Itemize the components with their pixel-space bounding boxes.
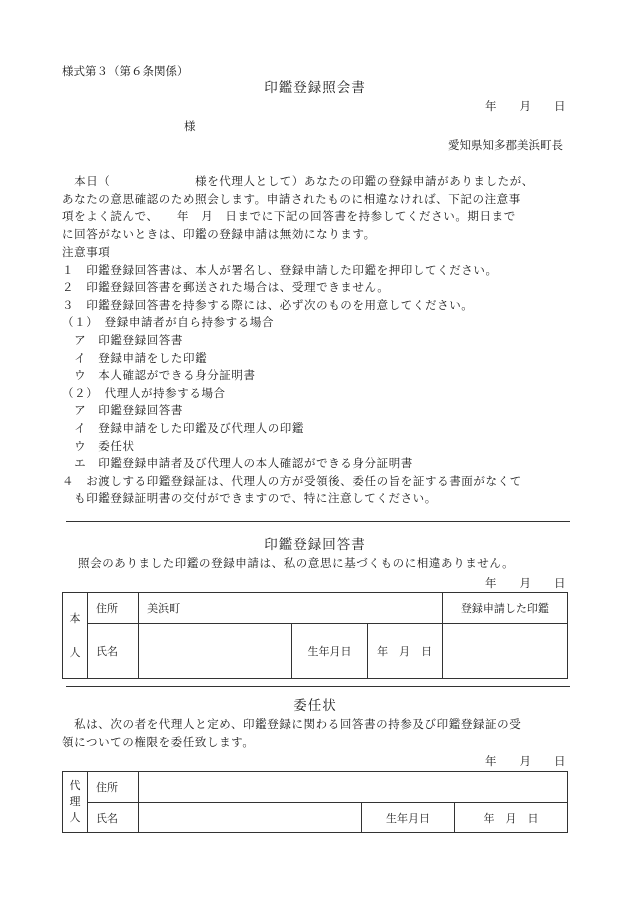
paragraph-line: に回答がないときは、印鑑の登録申請は無効になります。	[62, 226, 376, 241]
address-value[interactable]: 美浜町	[139, 593, 443, 624]
note-item: も印鑑登録証明書の交付ができますので、特に注意してください。	[62, 491, 437, 506]
name-field[interactable]	[139, 624, 292, 679]
note-item: ウ 本人確認ができる身分証明書	[62, 368, 256, 383]
delegation-paragraph	[62, 716, 582, 751]
divider	[66, 686, 570, 687]
issuer: 愛知県知多郡美浜町長	[448, 138, 563, 152]
delegation-title: 委任状	[293, 698, 337, 714]
reply-statement: 照会のありました印鑑の登録申請は、私の意思に基づくものに相違ありません。	[78, 556, 515, 570]
agent-address-label: 住所	[88, 772, 139, 803]
delegation-date: 年 月 日	[485, 754, 566, 768]
reply-table	[62, 592, 568, 679]
seal-label: 登録申請した印鑑	[442, 593, 567, 624]
agent-label: 代 理 人	[63, 772, 88, 833]
inquiry-paragraph	[62, 173, 582, 243]
note-item: イ 登録申請をした印鑑及び代理人の印鑑	[62, 420, 304, 435]
paragraph-line: 項をよく読んで、 年 月 日までに下記の回答書を持参してください。期日まで	[62, 209, 516, 224]
form-number: 様式第３（第６条関係）	[62, 64, 189, 78]
date-line: 年 月 日	[485, 99, 566, 113]
note-item: （１） 登録申請者が自ら持参する場合	[62, 315, 275, 330]
birth-label: 生年月日	[292, 624, 367, 679]
birth-value[interactable]: 年 月 日	[367, 624, 442, 679]
reply-date: 年 月 日	[485, 576, 566, 590]
agent-address-field[interactable]	[139, 772, 568, 803]
agent-name-label: 氏名	[88, 803, 139, 833]
addressee-suffix: 様	[184, 119, 196, 133]
paragraph-line: あなたの意思確認のため照会します。申請されたものに相違なければ、下記の注意事	[62, 191, 521, 206]
note-item: ウ 委任状	[62, 438, 135, 453]
notes-section	[62, 244, 582, 508]
document-title: 印鑑登録照会書	[264, 80, 366, 96]
reply-title: 印鑑登録回答書	[264, 537, 366, 553]
note-item: エ 印鑑登録申請者及び代理人の本人確認ができる身分証明書	[62, 456, 413, 471]
divider	[66, 521, 570, 522]
paragraph-line: 本日（ 様を代理人として）あなたの印鑑の登録申請がありましたが、	[62, 174, 534, 188]
name-label: 氏名	[88, 624, 139, 679]
paragraph-line: 私は、次の者を代理人と定め、印鑑登録に関わる回答書の持参及び印鑑登録証の受	[62, 717, 522, 731]
agent-birth-value[interactable]: 年 月 日	[455, 803, 568, 833]
delegation-table	[62, 771, 568, 833]
agent-name-field[interactable]	[139, 803, 362, 833]
note-item: １ 印鑑登録回答書は、本人が署名し、登録申請した印鑑を押印してください。	[62, 262, 498, 277]
note-item: ア 印鑑登録回答書	[62, 403, 183, 418]
principal-label: 本 人	[63, 593, 88, 679]
address-label: 住所	[88, 593, 139, 624]
note-item: イ 登録申請をした印鑑	[62, 350, 208, 365]
seal-field[interactable]	[442, 624, 567, 679]
note-item: ４ お渡しする印鑑登録証は、代理人の方が受領後、委任の旨を証する書面がなくて	[62, 473, 522, 488]
notes-heading: 注意事項	[62, 245, 111, 259]
note-item: ア 印鑑登録回答書	[62, 332, 183, 347]
paragraph-line: 領についての権限を委任致します。	[62, 734, 255, 749]
note-item: ３ 印鑑登録回答書を持参する際には、必ず次のものを用意してください。	[62, 297, 474, 312]
note-item: ２ 印鑑登録回答書を郵送された場合は、受理できません。	[62, 280, 390, 295]
agent-birth-label: 生年月日	[362, 803, 455, 833]
note-item: （２） 代理人が持参する場合	[62, 385, 226, 400]
